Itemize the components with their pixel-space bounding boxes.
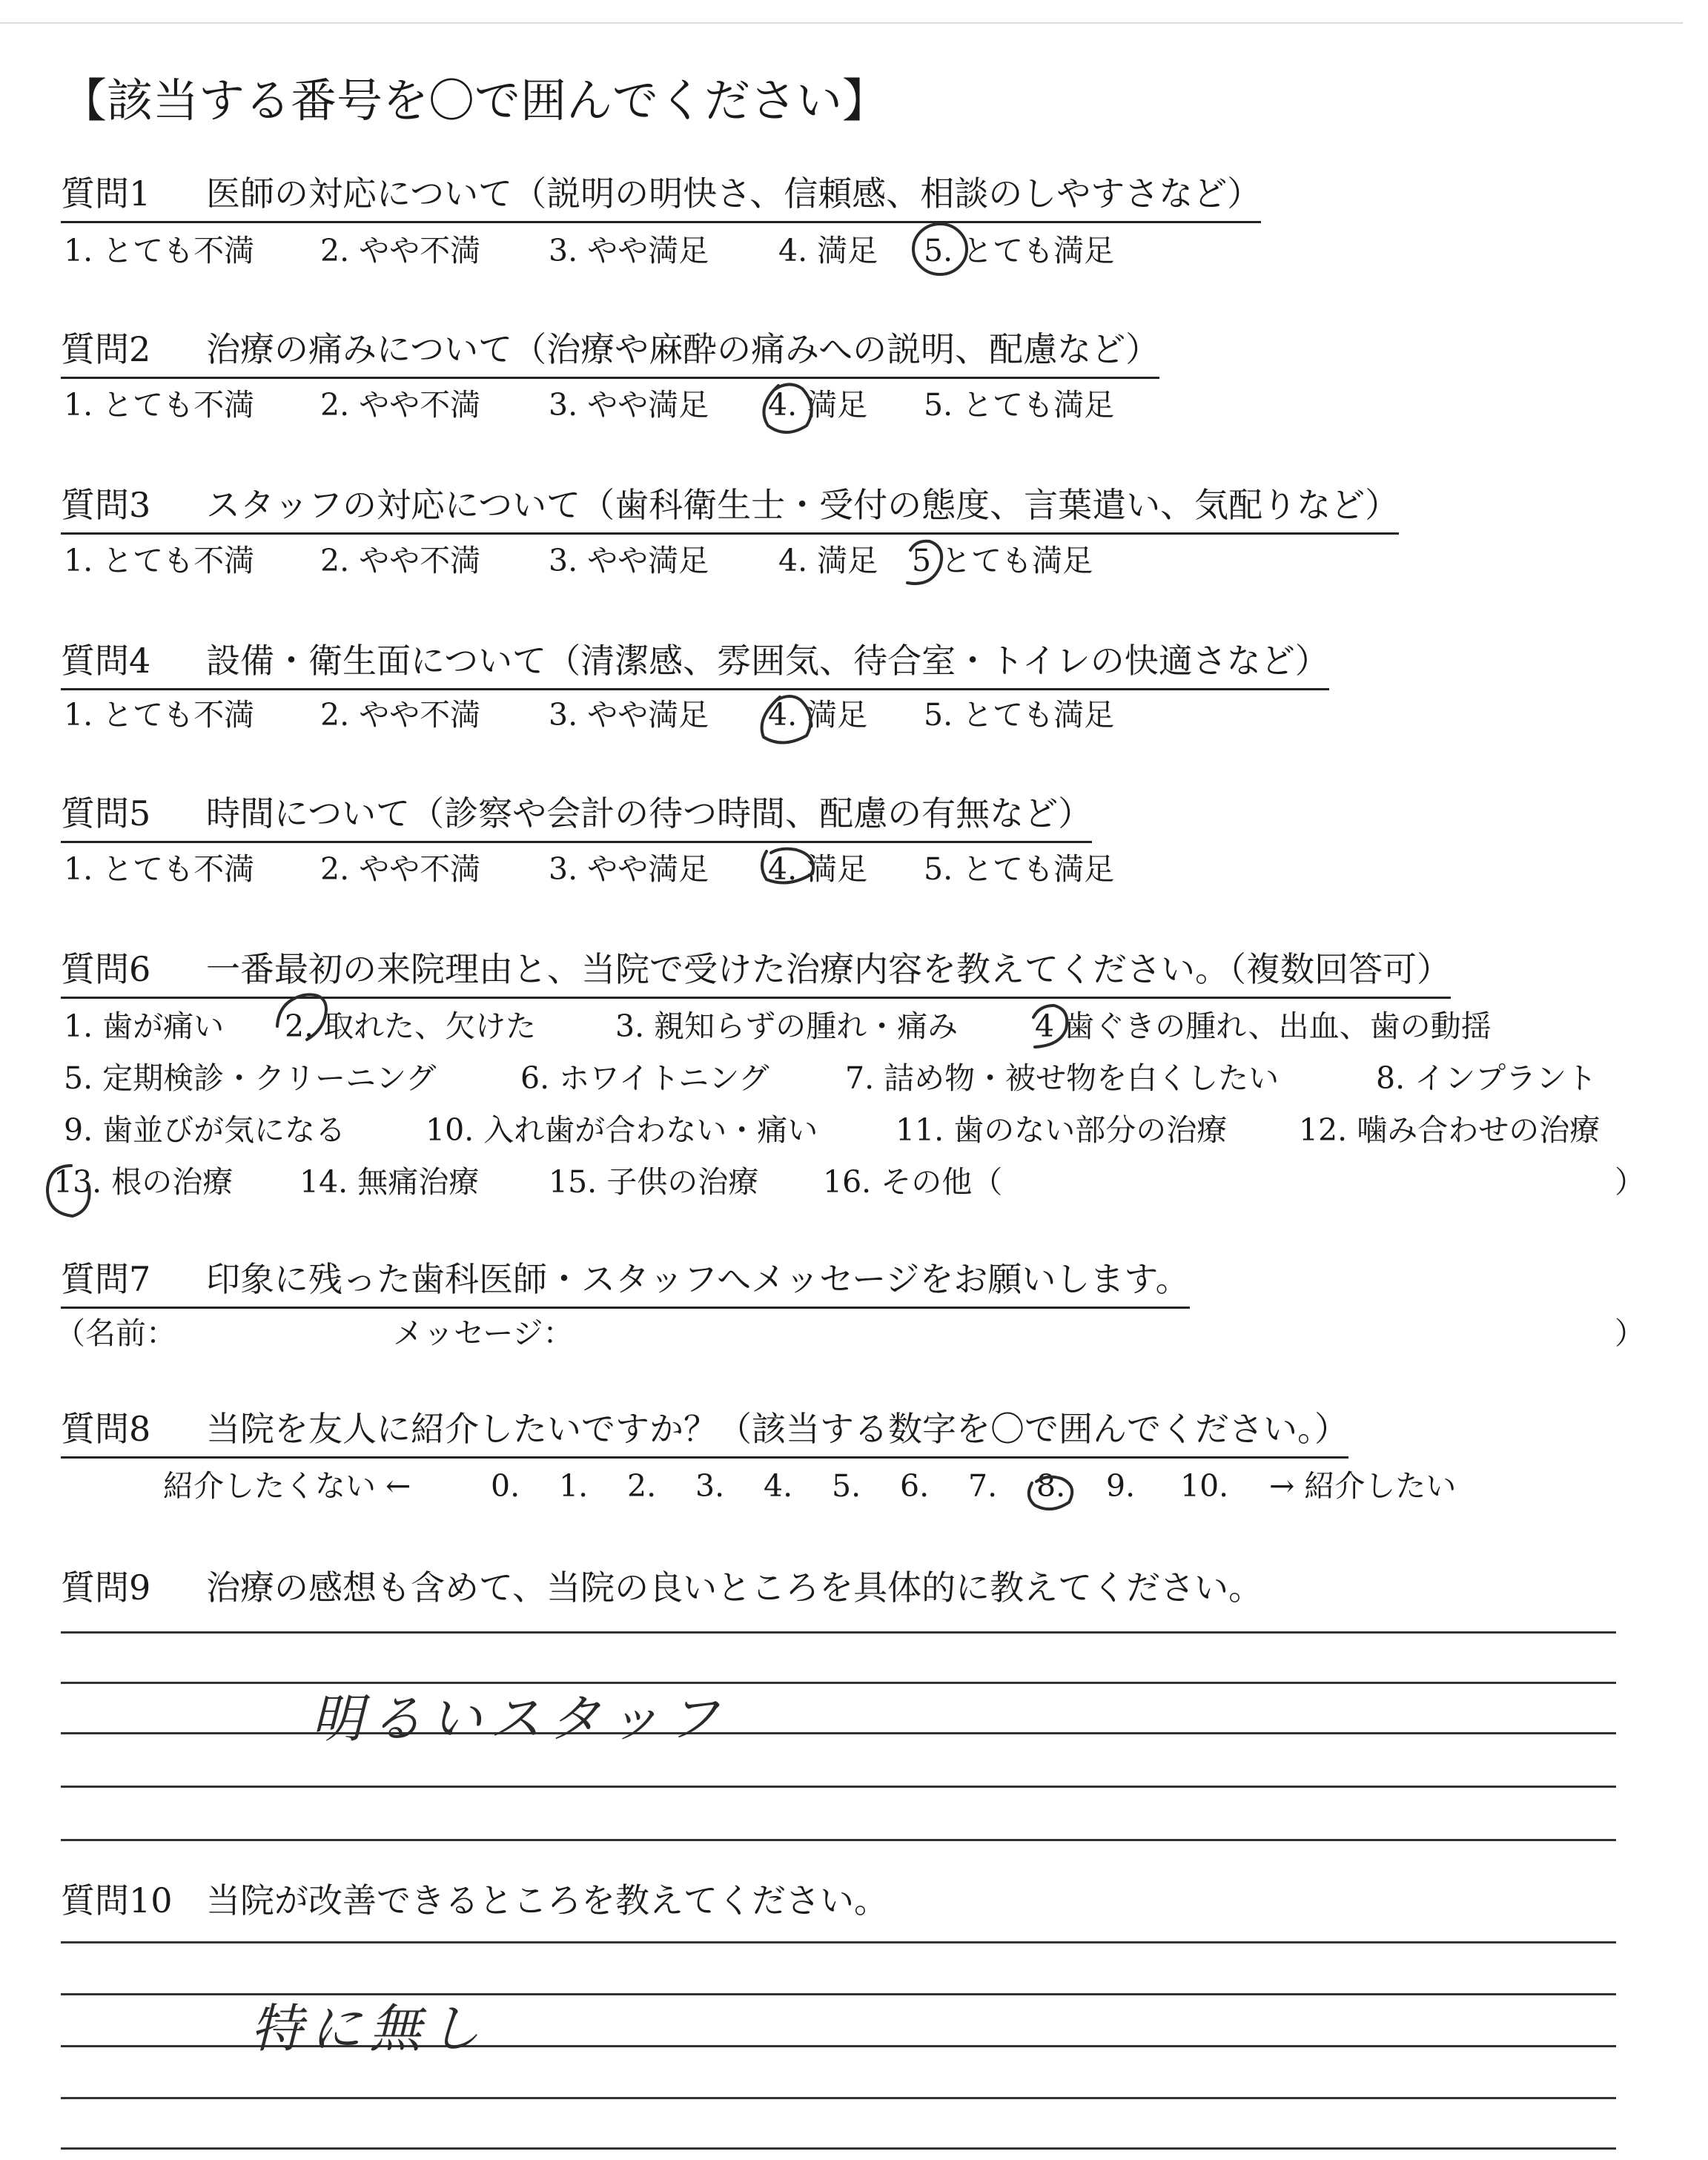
question-6-title [61,948,1451,999]
question-1-title [61,172,1261,223]
message-label[interactable]: メッセージ： [393,1315,574,1351]
option-4[interactable]: 4. 満足 [768,851,868,887]
question-text: 医師の対応について（説明の明快さ、信頼感、相談のしやすさなど） [206,174,1262,214]
option-4[interactable]: 4. 満足 [768,697,868,733]
question-number: 質問1 [61,174,151,214]
option-8[interactable]: 8. インプラント [1376,1060,1598,1096]
option-3[interactable]: 3. やや満足 [549,233,709,268]
option-7[interactable]: 7. 詰め物・被せ物を白くしたい [845,1060,1280,1096]
question-5-title [61,792,1092,843]
question-text: 設備・衛生面について（清潔感、雰囲気、待合室・トイレの快適さなど） [206,641,1329,681]
option-3[interactable]: 3. やや満足 [549,543,709,578]
answer-line [61,1941,1616,1943]
scale-9[interactable]: 9. [1106,1468,1136,1504]
question-10-answer[interactable]: 特に無し [251,1998,488,2059]
option-14[interactable]: 14. 無痛治療 [299,1164,480,1200]
scale-left-label: 紹介したくない ← [163,1468,411,1504]
answer-line [61,1839,1616,1841]
option-1[interactable]: 1. とても不満 [64,543,255,578]
question-2-title [61,328,1159,379]
survey-heading: 【該当する番号を〇で囲んでください】 [61,73,889,128]
option-2[interactable]: 2. やや不満 [320,387,481,423]
other-close-paren: ） [1615,1164,1645,1200]
question-number: 質問6 [61,949,151,989]
option-1[interactable]: 1. 歯が痛い [64,1008,225,1044]
question-8-title [61,1407,1348,1459]
question-number: 質問3 [61,485,151,525]
option-5[interactable]: 5 とても満足 [912,543,1093,578]
option-1[interactable]: 1. とても不満 [64,851,255,887]
option-5[interactable]: 5. 定期検診・クリーニング [64,1060,437,1096]
option-11[interactable]: 11. 歯のない部分の治療 [896,1112,1228,1148]
question-9-answer[interactable]: 明るいスタッフ [311,1688,726,1749]
option-12[interactable]: 12. 噛み合わせの治療 [1299,1112,1601,1148]
option-5[interactable]: 5. とても満足 [924,233,1115,268]
scale-3[interactable]: 3. [695,1468,725,1504]
question-text: 当院が改善できるところを教えてください。 [206,1880,888,1920]
question-4-title [61,639,1329,690]
option-3[interactable]: 3. やや満足 [549,387,709,423]
option-1[interactable]: 1. とても不満 [64,387,255,423]
scale-10[interactable]: 10. [1180,1468,1229,1504]
scale-7[interactable]: 7. [968,1468,998,1504]
option-2[interactable]: 2. 取れた、欠けた [285,1008,537,1044]
option-3[interactable]: 3. やや満足 [549,851,709,887]
question-text: 一番最初の来院理由と、当院で受けた治療内容を教えてください。（複数回答可） [206,949,1451,989]
question-number: 質問5 [61,793,151,833]
scale-6[interactable]: 6. [900,1468,930,1504]
question-number: 質問4 [61,641,151,681]
question-text: 治療の痛みについて（治療や麻酔の痛みへの説明、配慮など） [206,329,1160,369]
name-label[interactable]: （名前： [55,1315,176,1351]
question-text: スタッフの対応について（歯科衛生士・受付の態度、言葉遣い、気配りなど） [206,485,1400,525]
answer-line [61,2097,1616,2099]
scale-1[interactable]: 1. [559,1468,589,1504]
question-text: 時間について（診察や会計の待つ時間、配慮の有無など） [206,793,1093,833]
scale-4[interactable]: 4. [764,1468,793,1504]
top-border [0,22,1683,24]
message-close-paren: ） [1615,1315,1645,1351]
option-3[interactable]: 3. やや満足 [549,697,709,733]
question-number: 質問8 [61,1409,151,1449]
question-7-title [61,1258,1190,1309]
option-13[interactable]: 13. 根の治療 [53,1164,234,1200]
question-number: 質問7 [61,1259,151,1299]
option-1[interactable]: 1. とても不満 [64,233,255,268]
scale-right-label: → 紹介したい [1269,1468,1457,1504]
question-text: 当院を友人に紹介したいですか？（該当する数字を〇で囲んでください。） [206,1409,1348,1449]
question-text: 印象に残った歯科医師・スタッフへメッセージをお願いします。 [206,1259,1190,1299]
option-4[interactable]: 4. 満足 [778,543,878,578]
option-1[interactable]: 1. とても不満 [64,697,255,733]
scale-0[interactable]: 0. [491,1468,520,1504]
option-2[interactable]: 2. やや不満 [320,851,481,887]
question-number: 質問2 [61,329,151,369]
option-2[interactable]: 2. やや不満 [320,233,481,268]
question-number: 質問9 [61,1568,151,1608]
answer-line [61,2147,1616,2150]
option-9[interactable]: 9. 歯並びが気になる [64,1112,346,1148]
question-10-title [61,1879,888,1928]
option-6[interactable]: 6. ホワイトニング [520,1060,769,1096]
option-3[interactable]: 3. 親知らずの腫れ・痛み [615,1008,959,1044]
option-4[interactable]: 4. 満足 [778,233,878,268]
option-15[interactable]: 15. 子供の治療 [549,1164,759,1200]
question-text: 治療の感想も含めて、当院の良いところを具体的に教えてください。 [206,1568,1263,1608]
answer-line [61,1682,1616,1684]
option-5[interactable]: 5. とても満足 [924,697,1115,733]
question-number: 質問10 [61,1880,173,1920]
option-2[interactable]: 2. やや不満 [320,543,481,578]
scale-8[interactable]: 8. [1036,1468,1066,1504]
scale-5[interactable]: 5. [832,1468,861,1504]
option-5[interactable]: 5. とても満足 [924,851,1115,887]
answer-line [61,1786,1616,1788]
option-10[interactable]: 10. 入れ歯が合わない・痛い [426,1112,818,1148]
question-9-title [61,1566,1262,1615]
option-5[interactable]: 5. とても満足 [924,387,1115,423]
scale-2[interactable]: 2. [627,1468,657,1504]
answer-line [61,1631,1616,1634]
option-2[interactable]: 2. やや不満 [320,697,481,733]
question-3-title [61,483,1399,535]
option-16-other[interactable]: 16. その他（ [823,1164,1003,1200]
answer-line [61,1732,1616,1734]
option-4[interactable]: 4. 満足 [768,387,868,423]
option-4[interactable]: 4 歯ぐきの腫れ、出血、歯の動揺 [1035,1008,1492,1044]
